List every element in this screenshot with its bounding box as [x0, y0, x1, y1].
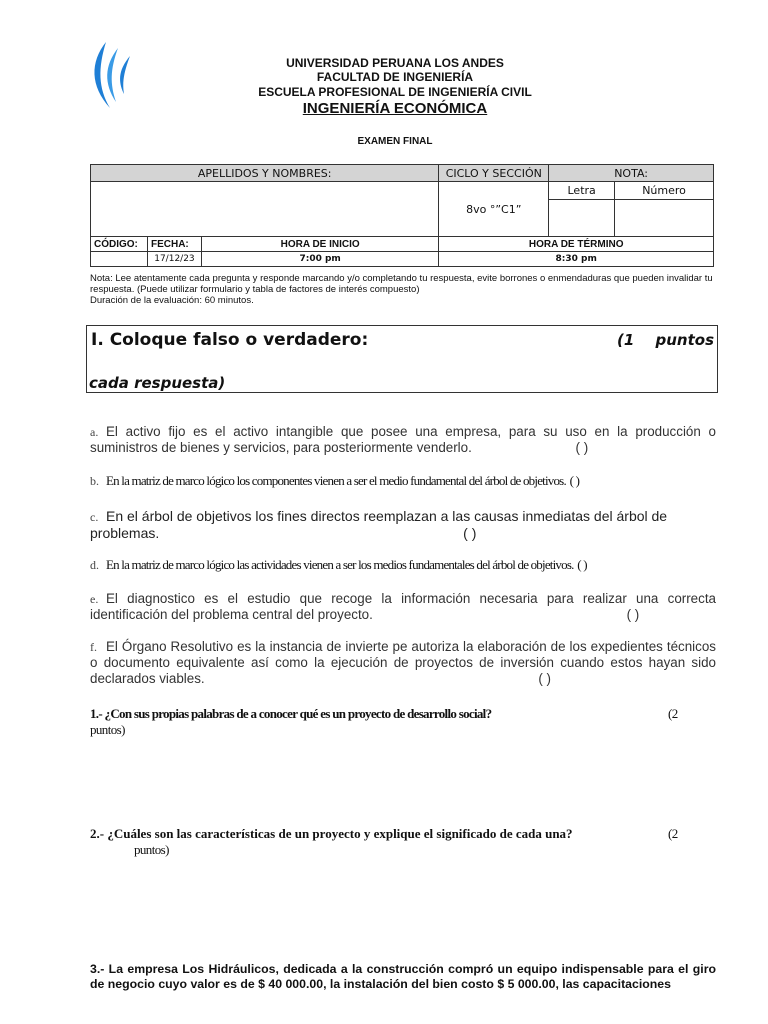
section-1-header [86, 325, 718, 393]
section-1-points: (1 puntos [617, 331, 715, 349]
grade-label: NOTA: [549, 165, 714, 182]
tf-item-d [90, 557, 716, 573]
question-text: 2.- ¿Cuáles son las características de un proyecto y explique el significado de cada una? [90, 826, 573, 841]
end-time-value: 8:30 pm [439, 252, 714, 267]
question-text: 1.- ¿Con sus propias palabras de a conocer qué es un proyecto de desarrollo social? [90, 706, 492, 721]
code-label: CÓDIGO: [91, 237, 148, 252]
item-text: El Órgano Resolutivo es la instancia de invierte pe autoriza la elaboración de los expedientes técnicos o documento equivalente así como la ejecución de proyectos de inversión cuando estos hayan sido declarados viables. [90, 639, 716, 686]
cycle-value: 8vo °”C1” [439, 182, 549, 237]
names-field[interactable] [91, 182, 439, 237]
question-2 [90, 826, 716, 858]
logo-flame-inner [120, 56, 130, 94]
item-marker: c. [90, 510, 99, 524]
section-1-title: I. Coloque falso o verdadero: [91, 330, 369, 350]
question-1 [90, 706, 716, 738]
note-line-2: Duración de la evaluación: 60 minutos. [90, 295, 254, 306]
note-line-1: Nota: Lee atentamente cada pregunta y responde marcando y/o completando tu respuesta, evite borrones o enmendaduras que pueden invalidar tu respuesta. (Puede utilizar formulario y tabla de factores de interés compuesto) [90, 273, 713, 295]
exam-title: EXAMEN FINAL [357, 136, 433, 147]
answer-blank[interactable]: ( ) [626, 607, 640, 622]
end-time-label: HORA DE TÉRMINO [439, 237, 714, 252]
answer-blank[interactable]: ( ) [463, 525, 477, 541]
tf-item-e [90, 591, 716, 623]
date-label: FECHA: [147, 237, 201, 252]
course-title: INGENIERÍA ECONÓMICA [302, 100, 488, 117]
names-label: APELLIDOS Y NOMBRES: [91, 165, 439, 182]
item-marker: e. [90, 592, 99, 606]
university-logo [88, 40, 138, 110]
item-marker: d. [90, 558, 99, 572]
question-points: (2 [668, 706, 678, 721]
letter-label: Letra [549, 182, 615, 200]
question-points-cont: puntos) [90, 722, 125, 737]
question-points-cont: puntos) [134, 842, 169, 857]
tf-item-a [90, 424, 716, 456]
question-3 [90, 962, 716, 992]
item-text: El diagnostico es el estudio que recoge la información necesaria para realizar una correcta identificación del problema central del proyecto. [90, 591, 716, 622]
grade-number-field[interactable] [615, 200, 714, 237]
item-text: En el árbol de objetivos los fines directos reemplazan a las causas inmediatas del árbol de problemas. [90, 508, 668, 541]
item-text: El activo fijo es el activo intangible que posee una empresa, para su uso en la producción o suministros de bienes y servicios, para posteriormente venderlo. [90, 424, 716, 455]
start-time-label: HORA DE INICIO [201, 237, 438, 252]
cycle-label: CICLO Y SECCIÓN [439, 165, 549, 182]
section-1-points-cont: cada respuesta) [89, 374, 226, 392]
item-marker: b. [90, 474, 99, 488]
item-marker: f. [90, 640, 97, 654]
item-text: En la matriz de marco lógico las actividades vienen a ser los medios fundamentales del árbol de objetivos. [106, 557, 574, 572]
logo-flame-mid [107, 48, 118, 102]
question-text: 3.- La empresa Los Hidráulicos, dedicada a la construcción compró un equipo indispensable para el giro de negocio cuyo valor es de $ 40 000.00, la instalación del bien costo $ 5 000.00, las capacitaciones [90, 962, 716, 991]
code-field[interactable] [91, 252, 148, 267]
tf-item-c [90, 508, 716, 541]
question-points: (2 [668, 826, 678, 841]
school-name: ESCUELA PROFESIONAL DE INGENIERÍA CIVIL [258, 85, 532, 99]
item-text: En la matriz de marco lógico los componentes vienen a ser el medio fundamental del árbol de objetivos. [106, 473, 566, 488]
number-label: Número [615, 182, 714, 200]
faculty-name: FACULTAD DE INGENIERÍA [316, 70, 474, 84]
answer-blank[interactable]: ( ) [569, 473, 580, 488]
answer-blank[interactable]: ( ) [577, 557, 587, 572]
university-name: UNIVERSIDAD PERUANA LOS ANDES [286, 56, 504, 70]
answer-blank[interactable]: ( ) [575, 440, 589, 455]
grade-letter-field[interactable] [549, 200, 615, 237]
instructions-note [90, 273, 716, 306]
date-value: 17/12/23 [147, 252, 201, 267]
item-marker: a. [90, 425, 99, 439]
start-time-value: 7:00 pm [201, 252, 438, 267]
tf-item-b [90, 473, 716, 489]
student-info-table [90, 164, 714, 267]
tf-item-f [90, 639, 716, 687]
answer-blank[interactable]: ( ) [538, 671, 552, 686]
